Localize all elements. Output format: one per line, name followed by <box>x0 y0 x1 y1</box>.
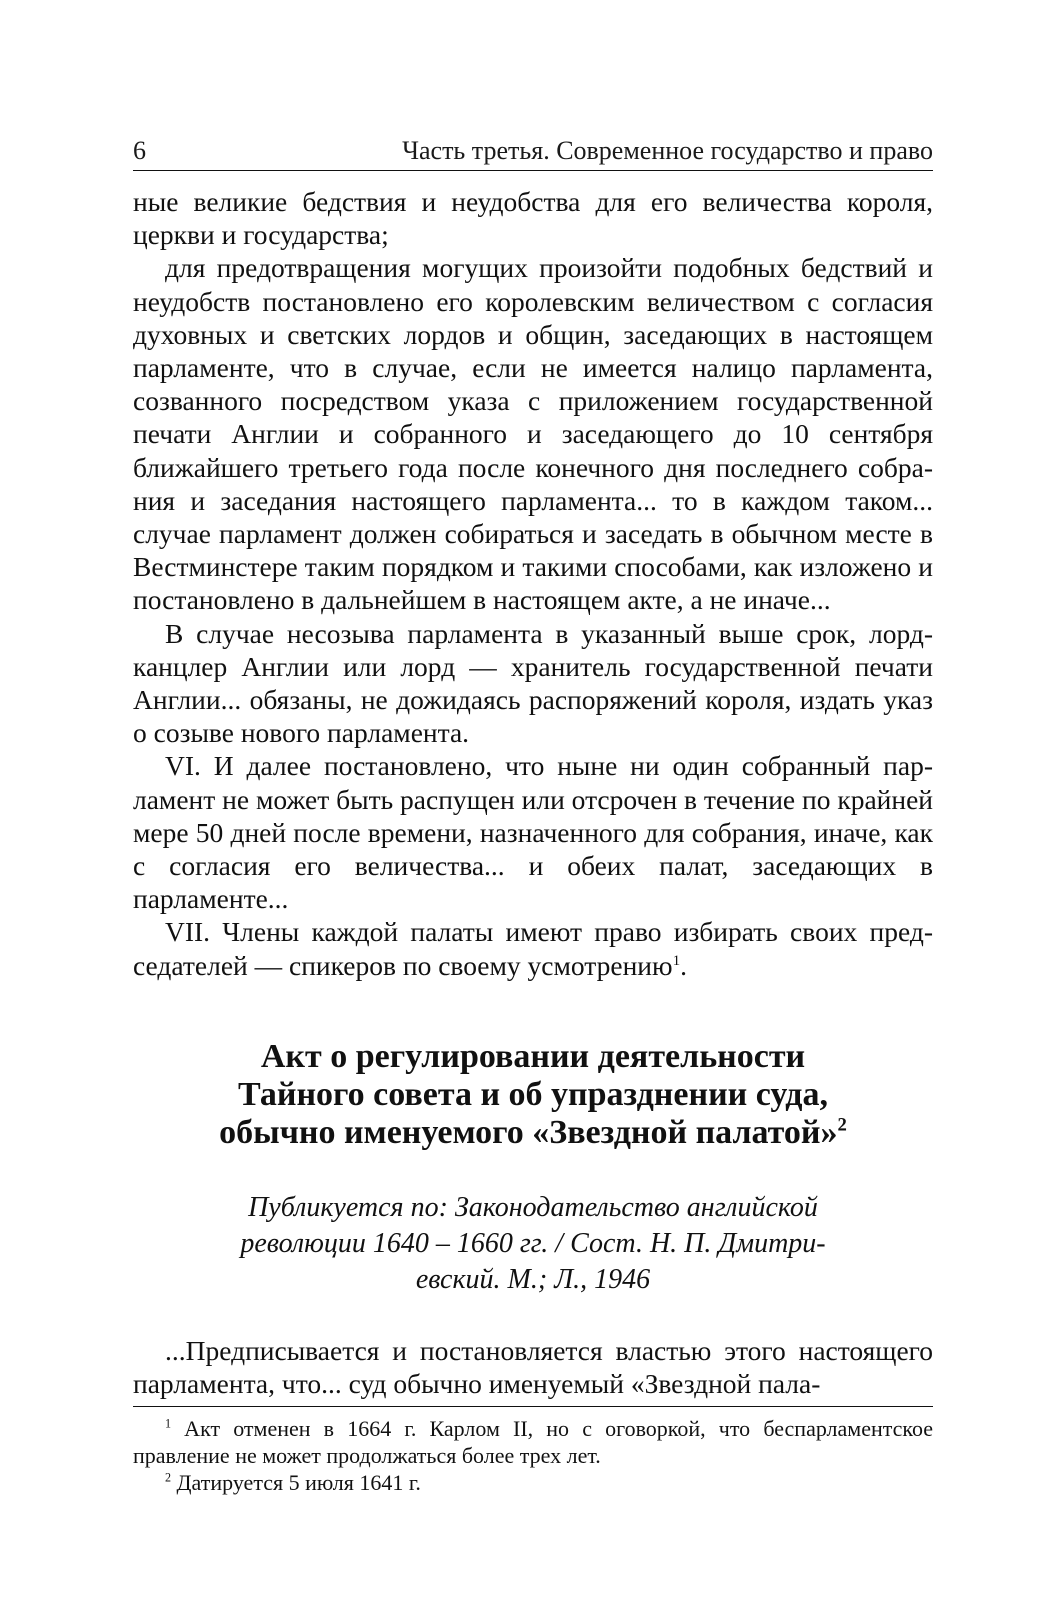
footnote-2-marker: 2 <box>165 1470 172 1485</box>
running-head <box>133 134 933 171</box>
footnote-2 <box>133 1469 933 1496</box>
page-number: 6 <box>133 136 146 165</box>
footnote-ref-1[interactable]: 1 <box>672 952 681 969</box>
paragraph-section-vi: VI. И далее постановлено, что ныне ни один собранный парламент не может быть распущен или отсрочен в течение по крайней мере 50 дней после времени, назначенного для собрания, иначе, как с согласия его величества... и обеих палат, заседающих в парламенте... <box>133 750 934 915</box>
book-page <box>133 134 933 1496</box>
source-note <box>133 1190 933 1298</box>
paragraph-prevention: для предотвращения могущих произойти подобных бедствий и неудобств постановлено его королевским величеством с согласия духовных и светских лордов и общин, заседающих в настоящем парламенте, что в случае, если не имеется налицо парламента, созванного посредством указа с приложением государственной печати Англии и собранного и заседающего до 10 сентября ближайшего третьего года после конечного дня последнего собрания и заседания настоящего парламента... то в каждом таком... случае парламент должен собираться и заседать в обычном месте в Вестминстере таким порядком и такими способами, как изложено и постановлено в дальнейшем в настоящем акте, а не иначе... <box>133 252 933 616</box>
running-title: Часть третья. Современное государство и право <box>402 136 933 165</box>
paragraph-non-convocation: В случае несозыва парламента в указанный выше срок, лорд-канцлер Англии или лорд — хранитель государственной печати Англии... обязаны, не дожидаясь распоряжений короля, издать указ о созыве нового парламента. <box>133 617 933 749</box>
paragraph-section-vii <box>133 915 933 981</box>
footnote-divider <box>133 1406 933 1407</box>
section-vii-text: VII. Члены каждой палаты имеют право избирать своих председателей — спикеров по своему усмотрению <box>133 916 933 981</box>
paragraph-continued: ные великие бедствия и неудобства для его величества короля, церкви и государства; <box>133 186 933 251</box>
source-line-1: Публикуется по: Законодательство английской <box>248 1191 818 1223</box>
section-title-line-1: Акт о регулировании деятельности <box>260 1037 806 1075</box>
section-vii-tail: . <box>680 949 688 981</box>
section-title-line-2: Тайного совета и об упразднении суда, <box>238 1075 828 1113</box>
footnote-1-text: Акт отменен в 1664 г. Карлом II, но с оговоркой, что беспарламентское правление не может продолжаться более трех лет. <box>133 1416 933 1469</box>
section-title-line-3-text: обычно именуемого «Звездной палатой» <box>219 1113 838 1151</box>
source-line-2: революции 1640 – 1660 гг. / Сост. Н. П. Дмитри- <box>240 1227 826 1259</box>
footnote-1 <box>133 1415 933 1469</box>
footnote-ref-2[interactable]: 2 <box>837 1114 847 1136</box>
main-text <box>133 185 933 982</box>
act-preamble <box>133 1334 933 1400</box>
section-title <box>133 1038 933 1152</box>
footnote-2-text: Датируется 5 июля 1641 г. <box>171 1470 421 1496</box>
footnote-1-marker: 1 <box>165 1416 172 1431</box>
source-line-3: евский. М.; Л., 1946 <box>415 1263 651 1295</box>
preamble-text: ...Предписывается и постановляется властью этого настоящего парламента, что... суд обычно именуемый «Звездной пала- <box>133 1334 933 1400</box>
section-title-line-3 <box>133 1114 933 1152</box>
footnotes <box>133 1415 933 1496</box>
